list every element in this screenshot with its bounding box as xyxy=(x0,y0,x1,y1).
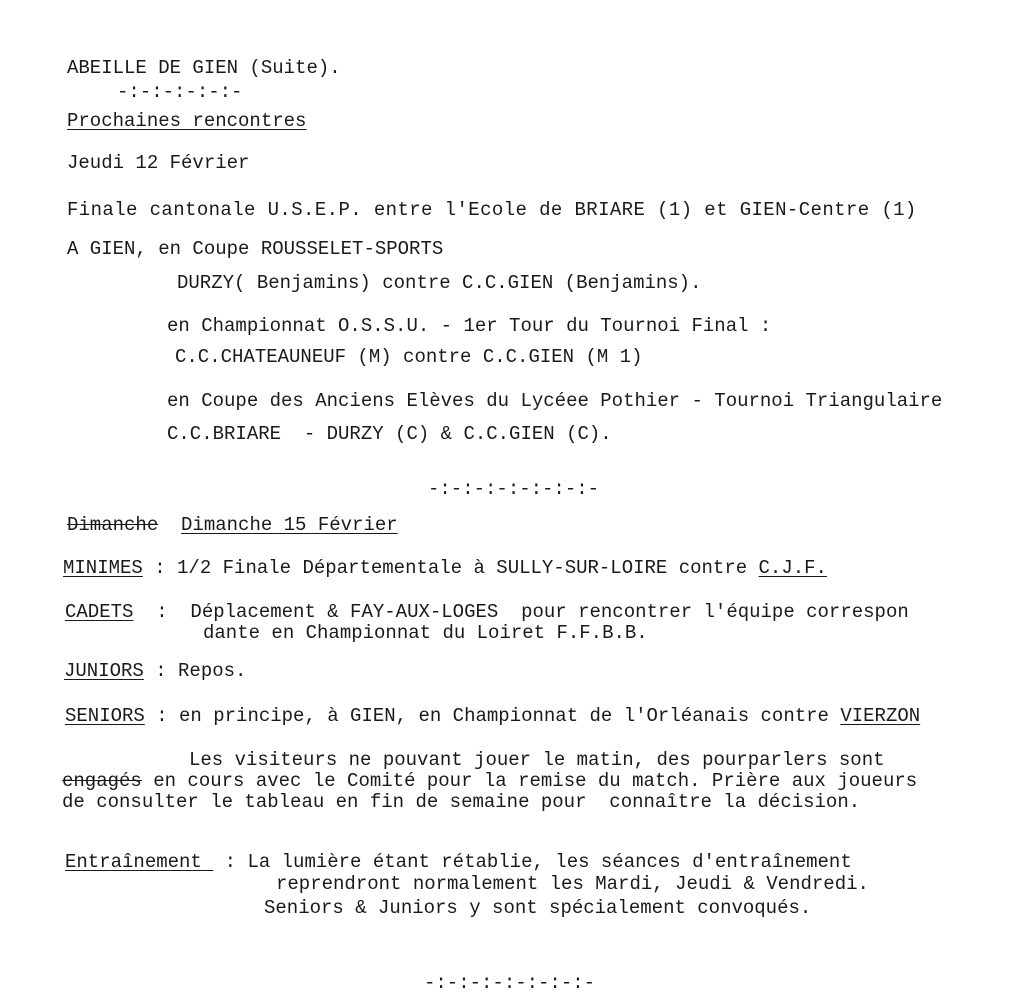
sunday-line xyxy=(67,514,398,536)
training-label: Entraînement xyxy=(65,851,214,873)
juniors-text: : Repos. xyxy=(143,660,247,682)
line-briare-durzy: C.C.BRIARE - DURZY (C) & C.C.GIEN (C). xyxy=(167,423,612,445)
minimes-line xyxy=(63,557,827,579)
minimes-label: MINIMES xyxy=(63,557,143,579)
struck-word-2: engagés xyxy=(62,770,142,792)
struck-word: Dimanche xyxy=(67,514,159,536)
training-text-1: : La lumière étant rétablie, les séances d'entraînement xyxy=(213,851,852,873)
line-coupe-anciens: en Coupe des Anciens Elèves du Lycéee Pothier - Tournoi Triangulaire xyxy=(167,390,943,412)
middle-separator: -:-:-:-:-:-:-:- xyxy=(428,478,600,500)
line-durzy-benjamins: DURZY( Benjamins) contre C.C.GIEN (Benjamins). xyxy=(177,272,702,294)
juniors-label: JUNIORS xyxy=(64,660,144,682)
line-finale-cantonale: Finale cantonale U.S.E.P. entre l'Ecole de BRIARE (1) et GIEN-Centre (1) xyxy=(67,199,917,221)
training-line xyxy=(65,851,852,873)
paragraph-line-3: de consulter le tableau en fin de semaine pour connaître la décision. xyxy=(62,791,861,813)
line-chateauneuf: C.C.CHATEAUNEUF (M) contre C.C.GIEN (M 1) xyxy=(175,346,643,368)
juniors-line xyxy=(64,660,246,682)
section-heading-upcoming: Prochaines rencontres xyxy=(67,110,307,132)
training-text-2: reprendront normalement les Mardi, Jeudi & Vendredi. xyxy=(276,873,869,895)
date-sunday: Dimanche 15 Février xyxy=(181,514,398,536)
training-text-3: Seniors & Juniors y sont spécialement convoqués. xyxy=(264,897,812,919)
cadets-line xyxy=(65,601,909,623)
paragraph-line-1: Les visiteurs ne pouvant jouer le matin, des pourparlers sont xyxy=(189,749,885,771)
document-title: ABEILLE DE GIEN (Suite). xyxy=(67,57,341,79)
title-separator: -:-:-:-:-:- xyxy=(117,81,243,103)
line-coupe-rousselet: A GIEN, en Coupe ROUSSELET-SPORTS xyxy=(67,238,444,260)
seniors-text: : en principe, à GIEN, en Championnat de l'Orléanais contre xyxy=(144,705,841,727)
date-thursday: Jeudi 12 Février xyxy=(67,152,250,174)
seniors-team: VIERZON xyxy=(840,705,921,727)
seniors-line xyxy=(65,705,920,727)
bottom-separator: -:-:-:-:-:-:-:- xyxy=(424,972,596,994)
paragraph-line-2: engagés en cours avec le Comité pour la remise du match. Prière aux joueurs xyxy=(62,770,918,792)
seniors-label: SENIORS xyxy=(65,705,145,727)
minimes-team: C.J.F. xyxy=(758,557,827,579)
minimes-text: : 1/2 Finale Départementale à SULLY-SUR-LOIRE contre xyxy=(142,557,759,579)
line-championnat-osssu: en Championnat O.S.S.U. - 1er Tour du Tournoi Final : xyxy=(167,315,772,337)
cadets-label: CADETS xyxy=(65,601,134,623)
cadets-continuation: dante en Championnat du Loiret F.F.B.B. xyxy=(203,622,648,644)
cadets-text: : Déplacement & FAY-AUX-LOGES pour rencontrer l'équipe correspon xyxy=(133,601,909,623)
